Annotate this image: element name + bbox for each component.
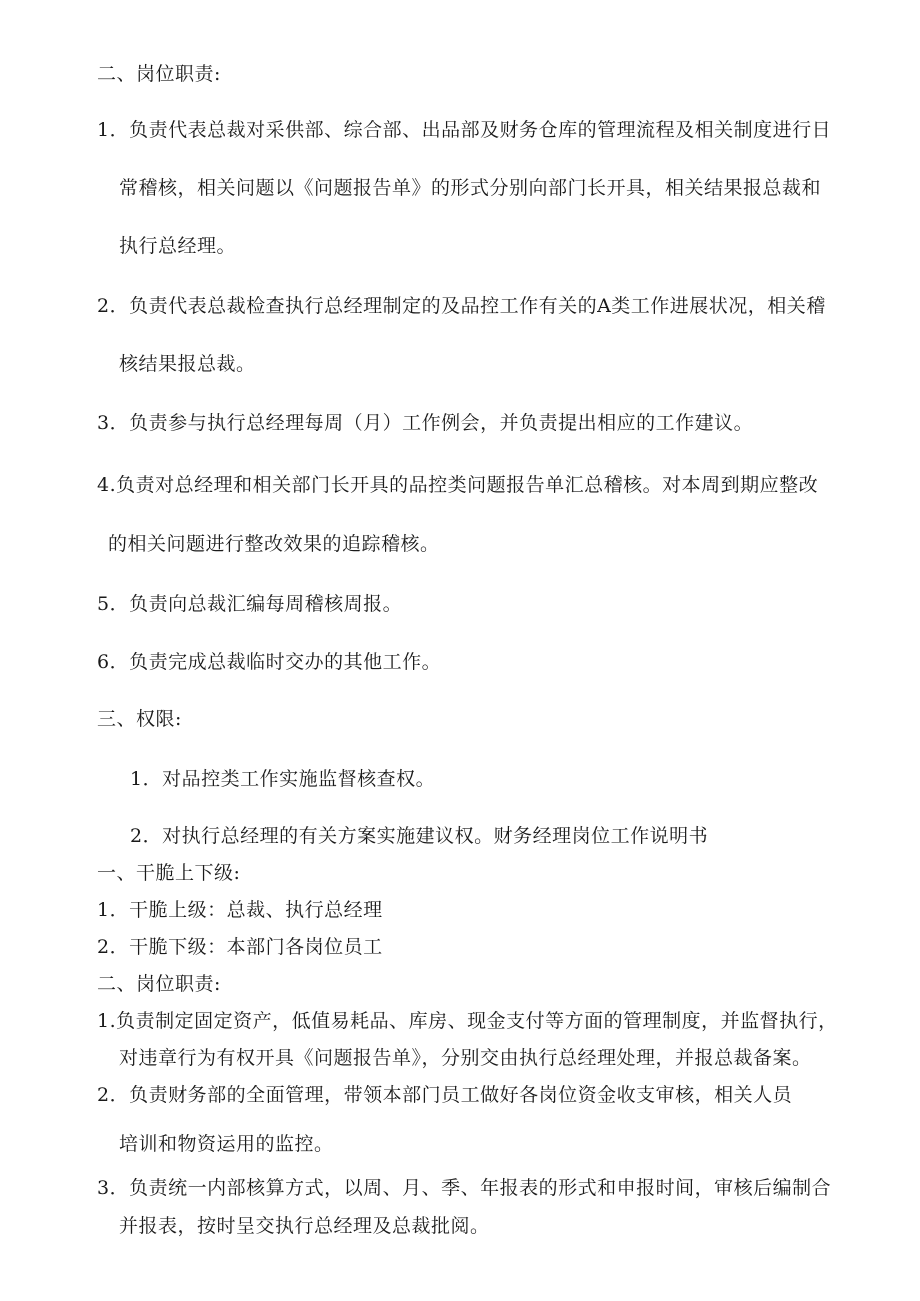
finance-duty-item-3-continued: 并报表，按时呈交执行总经理及总裁批阅。 bbox=[119, 1215, 490, 1237]
duty-item-1: 1．负责代表总裁对采供部、综合部、出品部及财务仓库的管理流程及相关制度进行日 bbox=[97, 119, 832, 141]
section-heading-authority: 三、权限: bbox=[97, 708, 182, 730]
duty-item-2-continued: 核结果报总裁。 bbox=[119, 353, 256, 375]
section-heading-reporting: 一、干脆上下级: bbox=[97, 862, 241, 884]
duty-item-1-continued-2: 执行总经理。 bbox=[119, 235, 237, 257]
duty-item-3: 3．负责参与执行总经理每周（月）工作例会，并负责提出相应的工作建议。 bbox=[97, 412, 754, 434]
finance-duty-item-3: 3．负责统一内部核算方式，以周、月、季、年报表的形式和申报时间，审核后编制合 bbox=[97, 1177, 832, 1199]
section-heading-duties: 二、岗位职责: bbox=[97, 63, 221, 85]
duty-item-6: 6．负责完成总裁临时交办的其他工作。 bbox=[97, 651, 442, 673]
duty-item-4-continued: 的相关问题进行整改效果的追踪稽核。 bbox=[108, 533, 440, 555]
authority-item-1: 1．对品控类工作实施监督核查权。 bbox=[130, 768, 436, 790]
authority-item-2: 2．对执行总经理的有关方案实施建议权。财务经理岗位工作说明书 bbox=[130, 825, 709, 847]
reporting-superior: 1．干脆上级：总裁、执行总经理 bbox=[97, 899, 383, 921]
finance-duty-item-1: 1.负责制定固定资产，低值易耗品、库房、现金支付等方面的管理制度，并监督执行， bbox=[97, 1010, 838, 1032]
duty-item-2: 2．负责代表总裁检查执行总经理制定的及品控工作有关的A类工作进展状况，相关稽 bbox=[97, 295, 826, 317]
finance-duty-item-2-continued: 培训和物资运用的监控。 bbox=[119, 1133, 334, 1155]
finance-duty-item-2: 2．负责财务部的全面管理，带领本部门员工做好各岗位资金收支审核，相关人员 bbox=[97, 1084, 793, 1106]
finance-duty-item-1-continued: 对违章行为有权开具《问题报告单》，分别交由执行总经理处理，并报总裁备案。 bbox=[119, 1047, 812, 1069]
duty-item-1-continued: 常稽核，相关问题以《问题报告单》的形式分别向部门长开具，相关结果报总裁和 bbox=[119, 177, 822, 199]
reporting-subordinate: 2．干脆下级：本部门各岗位员工 bbox=[97, 936, 383, 958]
duty-item-4: 4.负责对总经理和相关部门长开具的品控类问题报告单汇总稽核。对本周到期应整改 bbox=[97, 474, 819, 496]
duty-item-5: 5．负责向总裁汇编每周稽核周报。 bbox=[97, 593, 403, 615]
section-heading-duties-2: 二、岗位职责: bbox=[97, 973, 221, 995]
